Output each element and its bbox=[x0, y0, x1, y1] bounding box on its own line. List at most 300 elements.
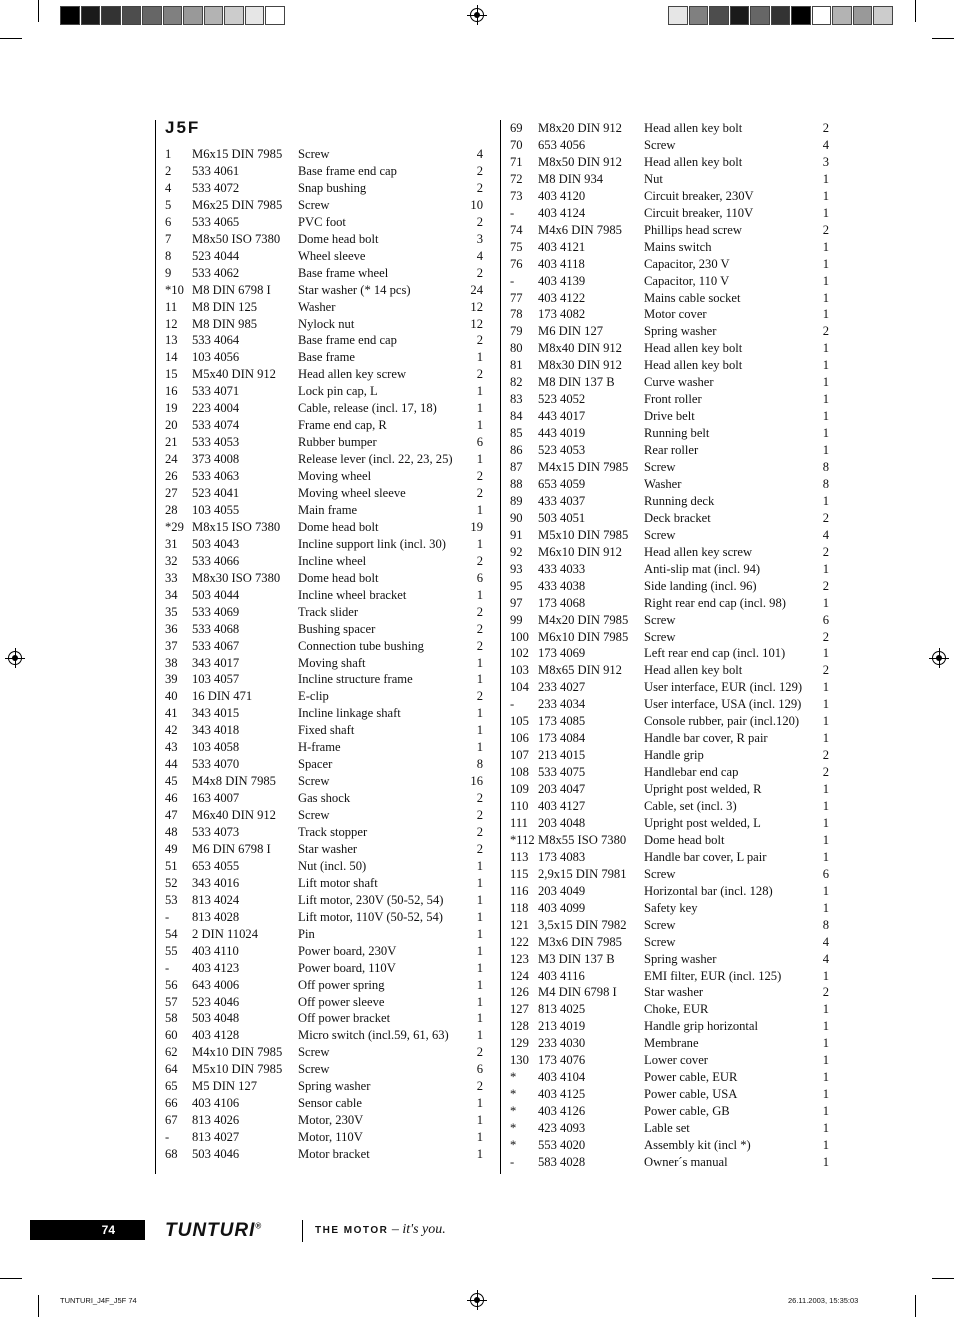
part-quantity: 1 bbox=[822, 341, 829, 356]
part-code: 103 4057 bbox=[192, 672, 240, 687]
color-swatch bbox=[709, 6, 729, 25]
registered-mark: ® bbox=[255, 1221, 263, 1231]
part-quantity: 1 bbox=[476, 1011, 483, 1026]
part-description: Release lever (incl. 22, 23, 25) bbox=[298, 452, 453, 467]
part-description: Spring washer bbox=[644, 951, 717, 966]
part-code: 503 4043 bbox=[192, 536, 240, 551]
part-description: Motor bracket bbox=[298, 1147, 370, 1162]
part-code: 433 4038 bbox=[538, 578, 586, 593]
part-number: 69 bbox=[510, 121, 523, 135]
color-swatch bbox=[81, 6, 101, 25]
part-number: 46 bbox=[165, 791, 178, 806]
color-calibration-bar-right bbox=[668, 6, 894, 25]
part-number: 111 bbox=[510, 815, 528, 830]
part-code: 403 4139 bbox=[538, 273, 586, 288]
part-number: 60 bbox=[165, 1028, 178, 1043]
crop-mark bbox=[915, 1295, 916, 1317]
part-code: M6x25 DIN 7985 bbox=[192, 197, 283, 212]
part-number: 12 bbox=[165, 316, 178, 331]
part-quantity: 2 bbox=[822, 765, 829, 780]
part-number: 130 bbox=[510, 1053, 529, 1068]
part-description: Nut (incl. 50) bbox=[298, 858, 367, 873]
part-quantity: 8 bbox=[822, 460, 829, 474]
color-swatch bbox=[853, 6, 873, 25]
part-quantity: 1 bbox=[822, 392, 829, 407]
part-description: Connection tube bushing bbox=[298, 638, 424, 653]
part-number: 81 bbox=[510, 358, 523, 373]
part-quantity: 1 bbox=[822, 171, 829, 186]
part-number: 116 bbox=[510, 883, 529, 898]
part-number: 108 bbox=[510, 765, 529, 780]
part-quantity: 1 bbox=[822, 815, 829, 830]
part-description: Screw bbox=[298, 808, 330, 823]
part-quantity: 1 bbox=[476, 875, 483, 890]
part-description: Upright post welded, L bbox=[644, 815, 761, 830]
part-description: Owner´s manual bbox=[644, 1154, 728, 1169]
part-number: - bbox=[510, 273, 515, 288]
part-description: Circuit breaker, 230V bbox=[644, 188, 754, 203]
part-number: 11 bbox=[165, 299, 178, 314]
part-code: 503 4044 bbox=[192, 587, 240, 602]
part-code: 503 4048 bbox=[192, 1011, 240, 1026]
part-number: - bbox=[165, 1130, 170, 1145]
part-number: - bbox=[510, 205, 515, 220]
part-code: 553 4020 bbox=[538, 1138, 586, 1152]
part-number: 2 bbox=[165, 163, 172, 178]
crop-mark bbox=[932, 38, 954, 39]
part-code: 433 4037 bbox=[538, 493, 586, 508]
part-number: 64 bbox=[165, 1062, 178, 1077]
color-swatch bbox=[183, 6, 203, 25]
part-code: M3 DIN 137 B bbox=[538, 951, 615, 966]
part-number: * bbox=[510, 1138, 517, 1152]
part-description: Screw bbox=[644, 460, 676, 474]
part-code: 813 4026 bbox=[192, 1113, 240, 1128]
part-description: Head allen key screw bbox=[644, 544, 753, 559]
part-number: 92 bbox=[510, 544, 523, 559]
part-description: Incline wheel bracket bbox=[298, 587, 407, 602]
part-code: 173 4069 bbox=[538, 646, 586, 661]
part-quantity: 1 bbox=[822, 409, 829, 424]
part-code: M5x10 DIN 7985 bbox=[192, 1062, 283, 1077]
part-quantity: 1 bbox=[476, 1147, 483, 1162]
part-code: M8 DIN 934 bbox=[538, 171, 604, 186]
part-number: 103 bbox=[510, 663, 529, 678]
part-code: 653 4056 bbox=[538, 137, 586, 152]
part-code: M4x6 DIN 7985 bbox=[538, 222, 622, 237]
part-number: 19 bbox=[165, 401, 178, 416]
part-quantity: 2 bbox=[476, 841, 483, 856]
part-code: 173 4068 bbox=[538, 595, 586, 610]
part-number: 31 bbox=[165, 536, 178, 551]
part-code: M8 DIN 137 B bbox=[538, 375, 615, 390]
part-number: 80 bbox=[510, 341, 523, 356]
part-description: Screw bbox=[644, 527, 676, 542]
part-description: Head allen key bolt bbox=[644, 663, 743, 678]
part-number: 109 bbox=[510, 782, 529, 797]
part-quantity: 24 bbox=[470, 282, 483, 297]
part-number: 8 bbox=[165, 248, 172, 263]
part-description: Screw bbox=[644, 917, 676, 932]
part-quantity: 1 bbox=[476, 858, 483, 873]
part-quantity: 1 bbox=[822, 1053, 829, 1068]
part-number: 123 bbox=[510, 951, 529, 966]
part-quantity: 2 bbox=[476, 621, 483, 636]
part-quantity: 1 bbox=[822, 1019, 829, 1034]
part-description: Lower cover bbox=[644, 1053, 708, 1068]
part-description: Star washer (* 14 pcs) bbox=[298, 282, 411, 297]
part-code: 403 4124 bbox=[538, 205, 586, 220]
part-description: Gas shock bbox=[298, 791, 351, 806]
part-number: 113 bbox=[510, 849, 529, 864]
part-number: 88 bbox=[510, 476, 523, 491]
color-swatch bbox=[122, 6, 142, 25]
part-quantity: 2 bbox=[476, 1079, 483, 1094]
part-number: 21 bbox=[165, 435, 178, 450]
part-number: * bbox=[510, 1121, 517, 1136]
part-description: Screw bbox=[644, 612, 676, 627]
part-number: 124 bbox=[510, 968, 529, 983]
part-code: 403 4120 bbox=[538, 188, 586, 203]
part-description: Deck bracket bbox=[644, 510, 711, 525]
column-divider bbox=[155, 120, 156, 1174]
part-description: Mains cable socket bbox=[644, 290, 741, 305]
registration-mark-icon bbox=[470, 1293, 484, 1307]
part-description: Cable, set (incl. 3) bbox=[644, 799, 737, 813]
part-number: 74 bbox=[510, 222, 523, 237]
part-description: Dome head bolt bbox=[298, 519, 379, 534]
part-code: 16 DIN 471 bbox=[192, 689, 253, 704]
part-code: 533 4065 bbox=[192, 214, 240, 229]
part-quantity: 8 bbox=[822, 917, 829, 932]
part-number: *29 bbox=[165, 519, 184, 534]
part-quantity: 10 bbox=[470, 197, 483, 212]
part-number: * bbox=[510, 1087, 517, 1102]
part-number: 100 bbox=[510, 629, 529, 644]
part-description: Screw bbox=[644, 934, 676, 949]
part-quantity: 4 bbox=[822, 934, 829, 949]
part-quantity: 8 bbox=[476, 757, 483, 772]
part-code: M4 DIN 6798 I bbox=[538, 985, 617, 1000]
part-quantity: 1 bbox=[822, 256, 829, 271]
part-description: Moving shaft bbox=[298, 655, 366, 670]
part-description: E-clip bbox=[298, 689, 329, 704]
part-description: Console rubber, pair (incl.120) bbox=[644, 714, 800, 729]
part-quantity: 1 bbox=[476, 706, 483, 721]
color-swatch bbox=[668, 6, 688, 25]
part-number: 68 bbox=[165, 1147, 178, 1162]
part-quantity: 2 bbox=[822, 121, 829, 135]
registration-mark-icon bbox=[470, 8, 484, 22]
part-code: 403 4099 bbox=[538, 900, 586, 915]
part-number: 90 bbox=[510, 510, 523, 525]
part-code: M8x55 ISO 7380 bbox=[538, 832, 627, 847]
part-description: PVC foot bbox=[298, 214, 346, 229]
part-number: 121 bbox=[510, 917, 529, 932]
part-quantity: 2 bbox=[476, 638, 483, 653]
part-code: M6 DIN 127 bbox=[538, 324, 604, 339]
part-code: 523 4041 bbox=[192, 486, 240, 500]
part-quantity: 1 bbox=[822, 188, 829, 203]
part-number: 55 bbox=[165, 943, 178, 958]
part-quantity: 2 bbox=[476, 486, 483, 500]
brand-name: TUNTURI bbox=[165, 1220, 256, 1241]
part-number: 83 bbox=[510, 392, 523, 407]
part-code: M6x10 DIN 912 bbox=[538, 544, 622, 559]
part-number: - bbox=[165, 909, 170, 924]
part-number: 39 bbox=[165, 672, 178, 687]
part-number: 27 bbox=[165, 486, 178, 500]
part-code: 523 4044 bbox=[192, 248, 240, 263]
part-quantity: 1 bbox=[476, 740, 483, 755]
part-code: 3,5x15 DIN 7982 bbox=[538, 917, 627, 932]
part-number: 62 bbox=[165, 1045, 178, 1060]
part-description: Lock pin cap, L bbox=[298, 384, 378, 399]
part-number: 1 bbox=[165, 147, 172, 161]
part-quantity: 1 bbox=[822, 680, 829, 695]
part-number: 75 bbox=[510, 239, 523, 254]
part-code: 223 4004 bbox=[192, 401, 240, 416]
part-description: Nylock nut bbox=[298, 316, 355, 331]
part-description: Drive belt bbox=[644, 409, 695, 424]
part-description: Off power sleeve bbox=[298, 994, 385, 1009]
part-code: 213 4015 bbox=[538, 748, 586, 763]
part-quantity: 2 bbox=[822, 629, 829, 644]
part-description: Track slider bbox=[298, 604, 359, 619]
part-quantity: 1 bbox=[822, 1138, 829, 1152]
color-swatch bbox=[245, 6, 265, 25]
brand-logo bbox=[165, 1220, 262, 1242]
part-number: 97 bbox=[510, 595, 523, 610]
part-code: 403 4128 bbox=[192, 1028, 240, 1043]
part-description: Incline support link (incl. 30) bbox=[298, 536, 446, 551]
color-swatch bbox=[265, 6, 285, 25]
part-code: 533 4067 bbox=[192, 638, 240, 653]
part-quantity: 6 bbox=[476, 570, 483, 585]
part-description: Base frame end cap bbox=[298, 333, 397, 348]
part-quantity: 1 bbox=[822, 849, 829, 864]
part-number: 56 bbox=[165, 977, 178, 992]
part-quantity: 1 bbox=[476, 418, 483, 433]
part-description: Micro switch (incl.59, 61, 63) bbox=[298, 1028, 449, 1043]
part-quantity: 4 bbox=[822, 951, 829, 966]
part-quantity: 1 bbox=[476, 502, 483, 517]
color-swatch bbox=[750, 6, 770, 25]
part-number: 53 bbox=[165, 892, 178, 907]
part-description: Base frame bbox=[298, 350, 355, 365]
part-code: 103 4056 bbox=[192, 350, 240, 365]
part-number: 77 bbox=[510, 290, 523, 305]
part-quantity: 1 bbox=[476, 994, 483, 1009]
part-quantity: 2 bbox=[476, 825, 483, 839]
part-description: Nut bbox=[644, 171, 663, 186]
part-description: Power cable, USA bbox=[644, 1087, 738, 1102]
part-description: User interface, EUR (incl. 129) bbox=[644, 680, 803, 695]
part-code: M6x10 DIN 7985 bbox=[538, 629, 629, 644]
part-number: 126 bbox=[510, 985, 529, 1000]
part-description: Incline linkage shaft bbox=[298, 706, 401, 721]
part-code: 523 4053 bbox=[538, 443, 586, 458]
part-code: M8x50 DIN 912 bbox=[538, 154, 622, 169]
part-number: 14 bbox=[165, 350, 178, 365]
part-number: - bbox=[165, 960, 170, 975]
part-description: Power board, 110V bbox=[298, 960, 396, 975]
part-number: - bbox=[510, 1154, 515, 1169]
part-code: M4x15 DIN 7985 bbox=[538, 460, 629, 474]
part-description: Off power spring bbox=[298, 977, 385, 992]
part-quantity: 1 bbox=[822, 968, 829, 983]
part-quantity: 1 bbox=[476, 892, 483, 907]
part-number: 20 bbox=[165, 418, 178, 433]
part-quantity: 1 bbox=[476, 960, 483, 975]
color-swatch bbox=[224, 6, 244, 25]
part-number: 4 bbox=[165, 180, 172, 195]
part-number: 9 bbox=[165, 265, 172, 280]
part-code: M8 DIN 985 bbox=[192, 316, 258, 331]
part-number: 49 bbox=[165, 841, 178, 856]
part-code: 653 4059 bbox=[538, 476, 586, 491]
part-quantity: 2 bbox=[822, 748, 829, 763]
part-code: 403 4125 bbox=[538, 1087, 586, 1102]
part-number: 128 bbox=[510, 1019, 529, 1034]
part-quantity: 19 bbox=[470, 519, 483, 534]
part-number: * bbox=[510, 1104, 517, 1119]
part-code: 343 4017 bbox=[192, 655, 240, 670]
part-code: 233 4034 bbox=[538, 697, 586, 712]
part-quantity: 1 bbox=[476, 1028, 483, 1043]
part-quantity: 1 bbox=[822, 1070, 829, 1085]
part-description: Safety key bbox=[644, 900, 698, 915]
crop-mark bbox=[932, 1278, 954, 1279]
part-code: 203 4048 bbox=[538, 815, 586, 830]
part-number: 99 bbox=[510, 612, 523, 627]
part-description: Handle grip horizontal bbox=[644, 1019, 759, 1034]
part-description: Screw bbox=[298, 774, 330, 789]
part-quantity: 1 bbox=[476, 384, 483, 399]
part-number: 43 bbox=[165, 740, 178, 755]
part-quantity: 1 bbox=[476, 350, 483, 365]
part-code: 203 4049 bbox=[538, 883, 586, 898]
part-number: 33 bbox=[165, 570, 178, 585]
part-quantity: 2 bbox=[476, 180, 483, 195]
part-quantity: 1 bbox=[476, 977, 483, 992]
part-number: 6 bbox=[165, 214, 172, 229]
part-description: Star washer bbox=[644, 985, 704, 1000]
part-code: M3x6 DIN 7985 bbox=[538, 934, 622, 949]
part-quantity: 1 bbox=[822, 1087, 829, 1102]
part-description: Spacer bbox=[298, 757, 333, 772]
part-description: Motor, 110V bbox=[298, 1130, 363, 1145]
part-quantity: 4 bbox=[476, 248, 483, 263]
part-number: 79 bbox=[510, 324, 523, 339]
part-description: Wheel sleeve bbox=[298, 248, 366, 263]
part-quantity: 6 bbox=[476, 1062, 483, 1077]
part-code: 533 4075 bbox=[538, 765, 586, 780]
part-number: *10 bbox=[165, 282, 184, 297]
part-code: M4x8 DIN 7985 bbox=[192, 774, 276, 789]
part-code: M6 DIN 6798 I bbox=[192, 841, 271, 856]
color-calibration-bar-left bbox=[60, 6, 286, 25]
part-description: Incline wheel bbox=[298, 553, 367, 568]
part-code: 173 4082 bbox=[538, 307, 586, 322]
part-description: Choke, EUR bbox=[644, 1002, 709, 1017]
part-number: 91 bbox=[510, 527, 523, 542]
part-code: 813 4024 bbox=[192, 892, 240, 907]
part-code: 403 4126 bbox=[538, 1104, 586, 1119]
part-description: Off power bracket bbox=[298, 1011, 391, 1026]
color-swatch bbox=[832, 6, 852, 25]
part-quantity: 6 bbox=[822, 866, 829, 881]
crop-mark bbox=[38, 1295, 39, 1317]
part-quantity: 2 bbox=[476, 553, 483, 568]
crop-mark bbox=[0, 38, 22, 39]
part-number: - bbox=[510, 697, 515, 712]
part-code: 373 4008 bbox=[192, 452, 240, 467]
part-description: Handle bar cover, L pair bbox=[644, 849, 767, 864]
part-description: Screw bbox=[644, 137, 676, 152]
part-code: 173 4084 bbox=[538, 731, 586, 746]
part-description: User interface, USA (incl. 129) bbox=[644, 697, 802, 712]
part-code: M4x10 DIN 7985 bbox=[192, 1045, 283, 1060]
part-number: 85 bbox=[510, 426, 523, 441]
part-quantity: 2 bbox=[822, 663, 829, 678]
part-description: Capacitor, 110 V bbox=[644, 273, 730, 288]
part-code: 343 4016 bbox=[192, 875, 240, 890]
part-code: M8x40 DIN 912 bbox=[538, 341, 622, 356]
color-swatch bbox=[873, 6, 893, 25]
part-description: Membrane bbox=[644, 1036, 699, 1051]
part-code: 523 4046 bbox=[192, 994, 240, 1009]
part-code: 343 4018 bbox=[192, 723, 240, 738]
part-code: M8x65 DIN 912 bbox=[538, 663, 622, 678]
part-code: 233 4030 bbox=[538, 1036, 586, 1051]
part-number: 107 bbox=[510, 748, 529, 763]
part-number: 70 bbox=[510, 137, 523, 152]
part-description: Head allen key bolt bbox=[644, 121, 743, 135]
part-description: Upright post welded, R bbox=[644, 782, 762, 797]
part-code: 403 4121 bbox=[538, 239, 586, 254]
part-code: 173 4076 bbox=[538, 1053, 586, 1068]
part-description: Moving wheel bbox=[298, 469, 372, 484]
part-quantity: 1 bbox=[822, 561, 829, 576]
color-swatch bbox=[60, 6, 80, 25]
part-quantity: 1 bbox=[822, 307, 829, 322]
slogan bbox=[315, 1222, 446, 1238]
part-number: 26 bbox=[165, 469, 178, 484]
part-quantity: 2 bbox=[476, 1045, 483, 1060]
part-description: Rubber bumper bbox=[298, 435, 377, 450]
part-code: 533 4070 bbox=[192, 757, 240, 772]
part-number: 13 bbox=[165, 333, 178, 348]
part-number: 7 bbox=[165, 231, 172, 246]
crop-mark bbox=[38, 0, 39, 22]
print-timestamp: 26.11.2003, 15:35:03 bbox=[788, 1296, 859, 1305]
part-quantity: 1 bbox=[476, 672, 483, 687]
part-number: 93 bbox=[510, 561, 523, 576]
part-number: 87 bbox=[510, 460, 523, 474]
footer-divider bbox=[302, 1220, 303, 1242]
part-description: Screw bbox=[298, 147, 330, 161]
part-description: Screw bbox=[644, 866, 676, 881]
part-quantity: 1 bbox=[822, 1002, 829, 1017]
part-code: M8 DIN 125 bbox=[192, 299, 258, 314]
part-number: 76 bbox=[510, 256, 523, 271]
part-number: 15 bbox=[165, 367, 178, 382]
part-code: 643 4006 bbox=[192, 977, 240, 992]
part-code: 203 4047 bbox=[538, 782, 586, 797]
part-quantity: 1 bbox=[822, 799, 829, 813]
part-code: 533 4062 bbox=[192, 265, 240, 280]
